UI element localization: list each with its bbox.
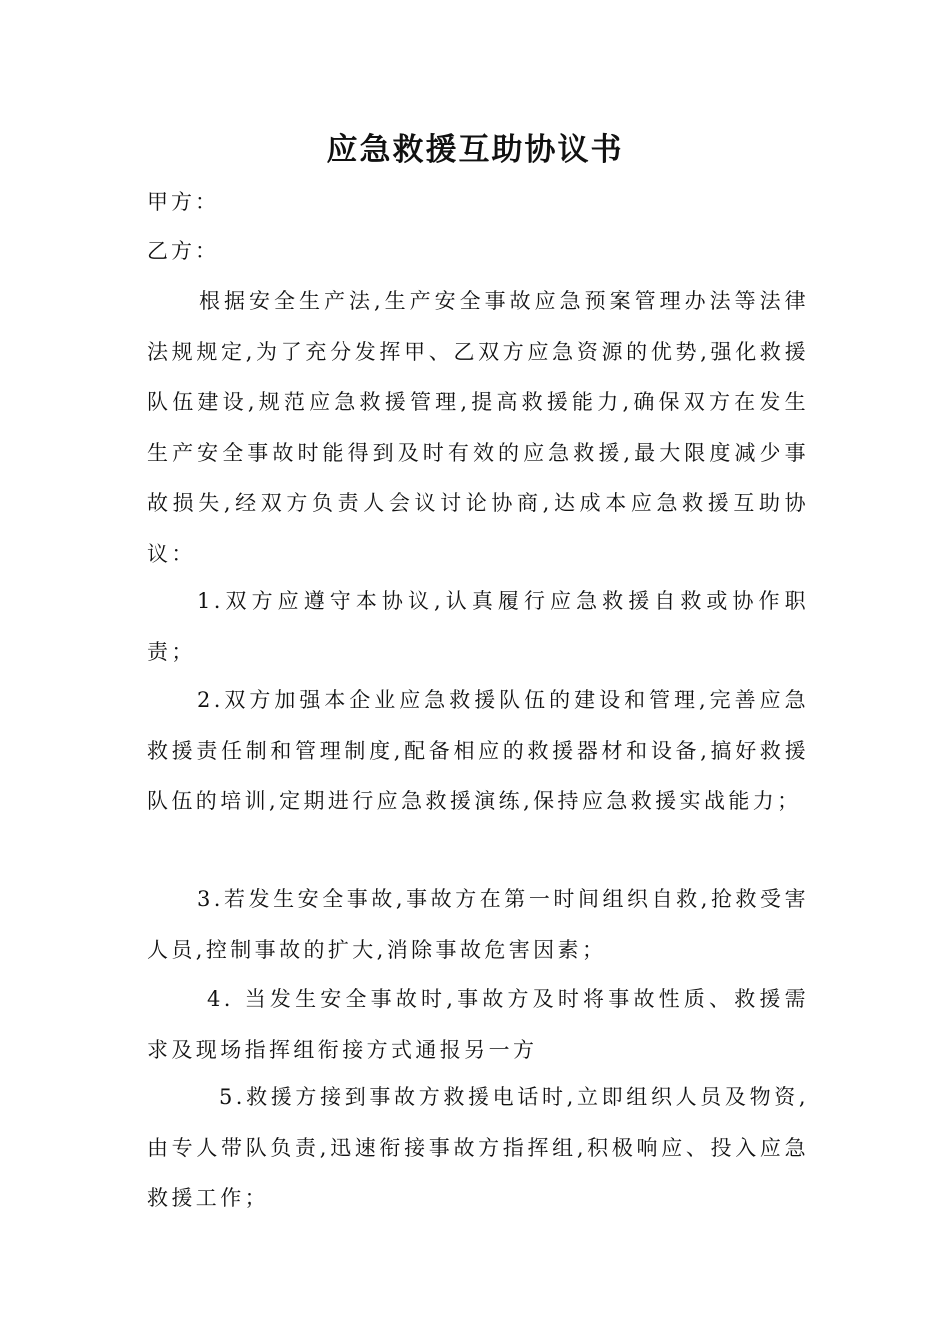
party-a-label: 甲方： [147, 190, 219, 214]
clause-2: 2.双方加强本企业应急救援队伍的建设和管理,完善应急救援责任制和管理制度,配备相应的救援器材和设备,搞好救援队伍的培训,定期进行应急救援演练,保持应急救援实战能力； [147, 688, 809, 813]
clause-5: 5.救援方接到事故方救援电话时,立即组织人员及物资,由专人带队负责,迅速衔接事故方指挥组,积极响应、投入应急救援工作； [147, 1085, 809, 1210]
clause-4: 4. 当发生安全事故时,事故方及时将事故性质、救援需求及现场指挥组衔接方式通报另一方 [147, 987, 809, 1062]
document-title: 应急救援互助协议书 [326, 132, 624, 168]
clause-3: 3.若发生安全事故,事故方在第一时间组织自救,抢救受害人员,控制事故的扩大,消除事故危害因素； [147, 887, 809, 962]
party-b-label: 乙方： [147, 239, 219, 263]
intro-paragraph: 根据安全生产法,生产安全事故应急预案管理办法等法律法规规定,为了充分发挥甲、乙双方应急资源的优势,强化救援队伍建设,规范应急救援管理,提高救援能力,确保双方在发生生产安全事故时能得到及时有效的应急救援,最大限度减少事故损失,经双方负责人会议讨论协商,达成本应急救援互助协议： [147, 289, 809, 566]
clause-1: 1.双方应遵守本协议,认真履行应急救援自救或协作职责； [147, 589, 809, 664]
